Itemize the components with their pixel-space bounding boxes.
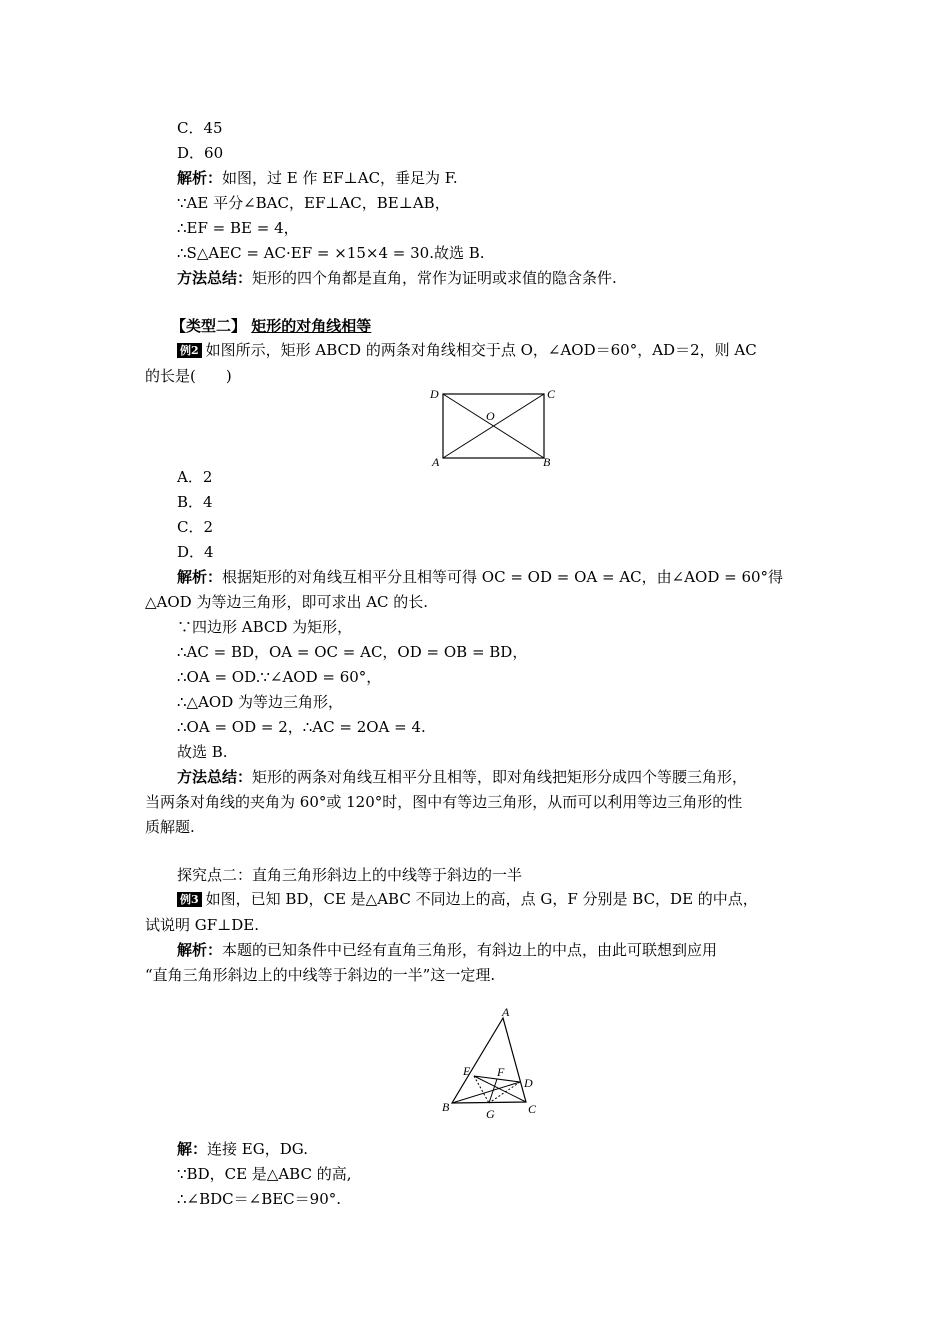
choice-a: A．2 — [177, 468, 213, 486]
choice-c-prev: C．45 — [177, 119, 223, 137]
height-ce — [474, 1076, 526, 1102]
solution-1-line-3: ∴EF = BE = 4， — [177, 219, 299, 237]
example-2-line-2: 的长是( ) — [145, 367, 232, 385]
solution-label: 解析： — [177, 169, 223, 187]
example-text: 如图所示，矩形 ABCD 的两条对角线相交于点 O，∠AOD＝60°，AD＝2，则 AC — [205, 341, 757, 359]
solution-1-line-2: ∵AE 平分∠BAC，EF⊥AC，BE⊥AB， — [177, 194, 450, 212]
segment-dg — [489, 1082, 520, 1103]
solution-2-step-4: ∴△AOD 为等边三角形， — [177, 693, 344, 711]
answer-line-1 — [177, 1139, 308, 1159]
label-c: C — [547, 387, 556, 401]
choice-d-prev: D．60 — [177, 144, 224, 162]
summary-text: 矩形的两条对角线互相平分且相等，即对角线把矩形分成四个等腰三角形， — [252, 768, 748, 786]
solution-3-line-1 — [177, 940, 717, 960]
triangle-figure — [440, 1005, 550, 1125]
label-e: E — [463, 1064, 471, 1078]
label-b: B — [543, 455, 551, 469]
label-c: C — [528, 1102, 537, 1116]
label-a: A — [432, 455, 440, 469]
method-summary-2-line-1 — [177, 767, 747, 787]
solution-2-line-2: △AOD 为等边三角形，即可求出 AC 的长. — [145, 593, 429, 611]
label-b: B — [442, 1100, 450, 1114]
label-d: D — [430, 387, 439, 401]
label-d: D — [524, 1076, 533, 1090]
solution-1-line-4: ∴S△AEC = AC·EF = ×15×4 = 30.故选 B. — [177, 244, 485, 262]
type-2-heading — [171, 316, 371, 336]
example-2-line-1 — [177, 340, 757, 360]
solution-2-step-2: ∴AC = BD，OA = OC = AC，OD = OB = BD， — [177, 643, 528, 661]
example-3-line-1 — [177, 889, 758, 909]
solution-text: 根据矩形的对角线互相平分且相等可得 OC = OD = OA = AC，由∠AOD = 60°得 — [222, 568, 784, 586]
triangle-abc — [452, 1018, 526, 1103]
choice-c: C．2 — [177, 518, 214, 536]
summary-label: 方法总结： — [177, 768, 253, 786]
solution-2-step-5: ∴OA = OD = 2，∴AC = 2OA = 4. — [177, 718, 426, 736]
solution-label: 解析： — [177, 941, 223, 959]
rectangle-figure — [420, 382, 560, 472]
summary-label: 方法总结： — [177, 269, 253, 287]
label-o: O — [486, 409, 495, 423]
solution-1-line-1 — [177, 168, 458, 188]
type-2-label: 【类型二】 — [171, 317, 247, 335]
method-summary-2-line-2: 当两条对角线的夹角为 60°或 120°时，图中有等边三角形，从而可以利用等边三角形的性 — [145, 793, 743, 811]
answer-line-2: ∵BD，CE 是△ABC 的高, — [177, 1165, 352, 1183]
label-f: F — [497, 1065, 505, 1079]
solution-text: 本题的已知条件中已经有直角三角形，有斜边上的中点，由此可联想到应用 — [222, 941, 718, 959]
method-summary-1 — [177, 268, 617, 288]
solution-2-line-1 — [177, 567, 783, 587]
solution-2-step-1: ∵四边形 ABCD 为矩形， — [177, 618, 353, 636]
answer-line-3: ∴∠BDC＝∠BEC＝90°. — [177, 1190, 342, 1208]
solution-label: 解析： — [177, 568, 223, 586]
example-text: 如图，已知 BD，CE 是△ABC 不同边上的高，点 G，F 分别是 BC，DE 的中点， — [205, 890, 758, 908]
choice-b: B．4 — [177, 493, 213, 511]
type-2-title: 矩形的对角线相等 — [251, 317, 372, 335]
answer-label: 解： — [177, 1140, 208, 1158]
solution-2-step-3: ∴OA = OD.∵∠AOD = 60°， — [177, 668, 382, 686]
solution-text: 如图，过 E 作 EF⊥AC，垂足为 F. — [222, 169, 458, 187]
answer-text: 连接 EG，DG. — [207, 1140, 308, 1158]
solution-2-step-6: 故选 B. — [177, 743, 228, 761]
example-3-line-2: 试说明 GF⊥DE. — [145, 916, 260, 934]
section-2-title: 探究点二：直角三角形斜边上的中线等于斜边的一半 — [177, 866, 523, 884]
example-badge: 例3 — [177, 892, 202, 907]
example-badge: 例2 — [177, 343, 202, 358]
label-g: G — [486, 1107, 495, 1121]
label-a: A — [502, 1005, 510, 1019]
solution-3-line-2: “直角三角形斜边上的中线等于斜边的一半”这一定理. — [145, 966, 496, 984]
choice-d: D．4 — [177, 543, 214, 561]
summary-text: 矩形的四个角都是直角，常作为证明或求值的隐含条件. — [252, 269, 617, 287]
method-summary-2-line-3: 质解题. — [145, 818, 195, 836]
